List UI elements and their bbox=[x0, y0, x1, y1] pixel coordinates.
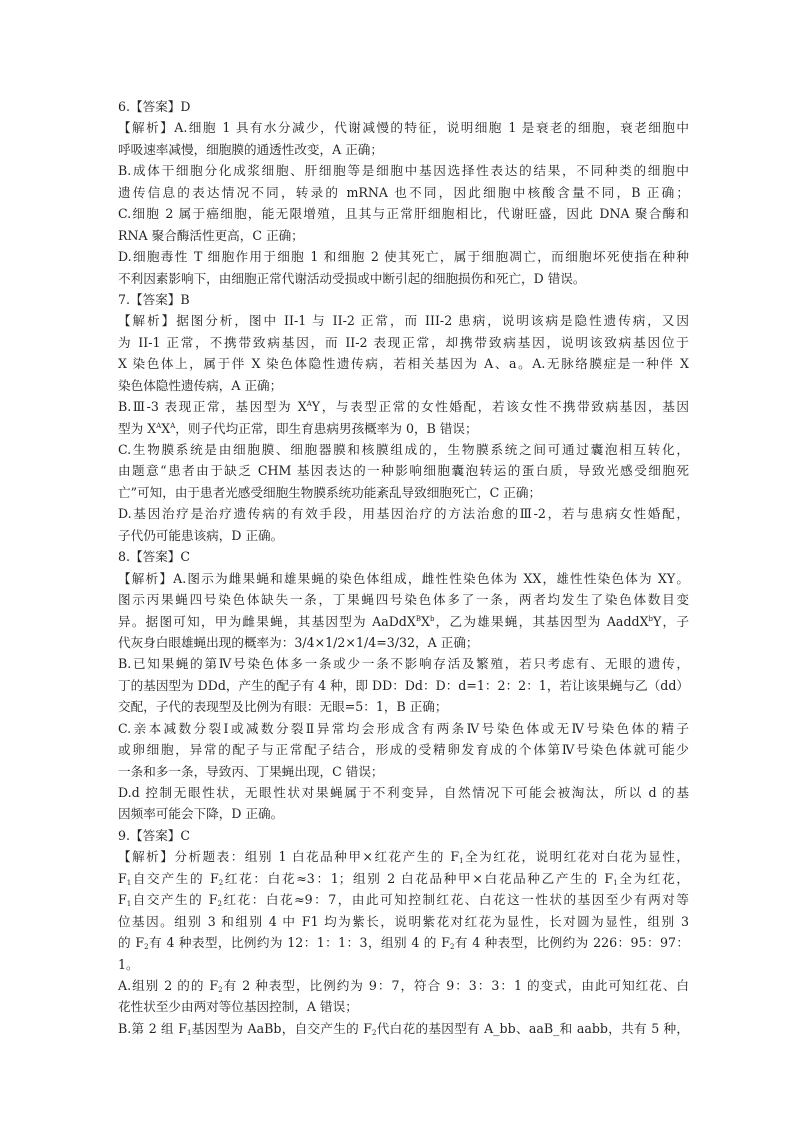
text-segment: F bbox=[118, 870, 127, 886]
text-line bbox=[118, 117, 689, 138]
text-line bbox=[118, 718, 689, 739]
text-segment: 自交产生的 F bbox=[131, 892, 218, 908]
superscript: b bbox=[648, 614, 654, 623]
text-segment: D.基因治疗是治疗遗传病的有效手段，用基因治疗的方法治愈的Ⅲ-2，若与患病女性婚配， bbox=[118, 506, 689, 522]
text-line bbox=[118, 589, 689, 610]
superscript: A bbox=[170, 421, 176, 430]
text-line bbox=[118, 911, 689, 932]
subscript: 2 bbox=[372, 1028, 377, 1037]
text-segment: 的 F bbox=[118, 935, 145, 951]
text-segment: 【解析】A.图示为雌果蝇和雄果蝇的染色体组成，雌性性染色体为 XX，雄性性染色体为 XY。 bbox=[118, 570, 689, 586]
text-segment: ，乙为雄果蝇，其基因型为 AaddX bbox=[434, 613, 649, 629]
answer-document bbox=[118, 96, 689, 1039]
subscript: 2 bbox=[144, 943, 149, 952]
text-line bbox=[118, 268, 689, 289]
text-segment: RNA 聚合酶活性更高，C 正确； bbox=[118, 227, 304, 243]
text-segment: 丁的基因型为 DDd，产生的配子有 4 种，即 DD：Dd：D：d=1：2：2：1，若让该果蝇与乙（dd） bbox=[118, 677, 689, 693]
text-segment: 有 2 种表型，比例约为 9：7，符合 9：3：3：1 的变式，由此可知红花、白 bbox=[222, 977, 689, 993]
text-line bbox=[118, 246, 689, 267]
text-line bbox=[118, 653, 689, 674]
text-segment: 呼吸速率减慢，细胞膜的通透性改变，A 正确； bbox=[118, 141, 383, 157]
superscript: B bbox=[415, 614, 421, 623]
text-line bbox=[118, 739, 689, 760]
text-line bbox=[118, 996, 689, 1017]
text-segment: 位基因。组别 3 和组别 4 中 F1 均为紫长，说明紫花对红花为显性，长对圆为显性，组别 3 bbox=[118, 913, 689, 929]
text-segment: 遗传信息的表达情况不同，转录的 mRNA 也不同，因此细胞中核酸含量不同，B 正确； bbox=[118, 184, 689, 200]
text-segment: X bbox=[421, 613, 430, 629]
subscript: 1 bbox=[613, 878, 618, 887]
text-line bbox=[118, 954, 689, 975]
text-line bbox=[118, 460, 689, 481]
text-segment: C.生物膜系统是由细胞膜、细胞器膜和核膜组成的，生物膜系统之间可通过囊泡相互转化， bbox=[118, 442, 689, 457]
text-segment: 图示丙果蝇四号染色体缺失一条，丁果蝇四号染色体多了一条，两者均发生了染色体数目变 bbox=[118, 592, 689, 608]
text-segment: Y，子 bbox=[653, 613, 689, 629]
text-segment: 有 4 种表型，比例约为 226：95：97： bbox=[454, 935, 689, 951]
text-segment: 8.【答案】C bbox=[118, 549, 191, 565]
text-line bbox=[118, 182, 689, 203]
text-line bbox=[118, 525, 689, 546]
text-line bbox=[118, 439, 689, 460]
text-segment: 9.【答案】C bbox=[118, 827, 191, 843]
text-segment: 红花：白花≈9：7，由此可知控制红花、白花这一性状的基因至少有两对等 bbox=[222, 892, 689, 908]
text-segment: 全为红花，说明红花对白花为显性， bbox=[463, 849, 689, 865]
text-segment: B.已知果蝇的第Ⅳ号染色体多一条或少一条不影响存活及繁殖，若只考虑有、无眼的遗传， bbox=[118, 656, 689, 672]
text-line bbox=[118, 568, 689, 589]
subscript: 1 bbox=[126, 878, 132, 887]
text-segment: 全为红花， bbox=[617, 870, 689, 886]
subscript: 1 bbox=[459, 857, 464, 866]
text-segment: 异。据图可知，甲为雌果蝇，其基因型为 AaDdX bbox=[118, 613, 416, 629]
text-segment: 不利因素影响下，由细胞正常代谢活动受损或中断引起的细胞损伤和死亡，D 错误。 bbox=[118, 270, 586, 286]
text-segment: 型为 X bbox=[118, 420, 157, 436]
text-line bbox=[118, 846, 689, 867]
text-line bbox=[118, 611, 689, 632]
superscript: A bbox=[156, 421, 162, 430]
text-segment: 自交产生的 F bbox=[131, 870, 219, 886]
text-line bbox=[118, 1018, 689, 1039]
text-segment: 7.【答案】B bbox=[118, 291, 190, 307]
text-line bbox=[118, 375, 689, 396]
text-line bbox=[118, 332, 689, 353]
text-segment: B.成体干细胞分化成浆细胞、肝细胞等是细胞中基因选择性表达的结果，不同种类的细胞中 bbox=[118, 163, 689, 179]
text-segment: 亡”可知，由于患者光感受细胞生物膜系统功能紊乱导致细胞死亡，C 正确； bbox=[118, 484, 542, 500]
text-line bbox=[118, 396, 689, 417]
text-segment: 基因型为 AaBb，自交产生的 F bbox=[191, 1020, 373, 1036]
text-line bbox=[118, 696, 689, 717]
text-line bbox=[118, 889, 689, 910]
text-segment: B.第 2 组 F bbox=[118, 1020, 187, 1036]
text-segment: 为 II-1 正常，不携带致病基因，而 II-2 表现正常，却携带致病基因，说明该致病基因位于 bbox=[118, 334, 689, 350]
text-line bbox=[118, 975, 689, 996]
text-segment: 代白花的基因型有 A_bb、aaB_和 aabb，共有 5 种， bbox=[376, 1020, 689, 1036]
text-line bbox=[118, 782, 689, 803]
superscript: A bbox=[306, 400, 312, 409]
text-segment: 子代仍可能患该病，D 正确。 bbox=[118, 527, 284, 543]
superscript: b bbox=[429, 614, 435, 623]
subscript: 2 bbox=[217, 900, 223, 909]
subscript: 2 bbox=[449, 943, 455, 952]
text-segment: ，则子代均正常，即生育患病男孩概率为 0，B 错误； bbox=[175, 420, 478, 436]
text-line bbox=[118, 289, 689, 310]
subscript: 1 bbox=[186, 1028, 192, 1037]
text-line bbox=[118, 632, 689, 653]
text-line bbox=[118, 482, 689, 503]
text-segment: D.细胞毒性 T 细胞作用于细胞 1 和细胞 2 使其死亡，属于细胞凋亡，而细胞坏死使指在种种 bbox=[118, 249, 689, 265]
text-segment: 交配，子代的表现型及比例为有眼：无眼=5：1，B 正确； bbox=[118, 699, 448, 715]
text-segment: 【解析】据图分析，图中 II-1 与 II-2 正常，而 III-2 患病，说明该病是隐性遗传病，又因 bbox=[118, 313, 689, 329]
text-line bbox=[118, 825, 689, 846]
text-segment: X bbox=[161, 420, 171, 436]
text-line bbox=[118, 225, 689, 246]
text-segment: C.细胞 2 属于癌细胞，能无限增殖，且其与正常肝细胞相比，代谢旺盛，因此 DNA 聚合酶和 bbox=[118, 206, 689, 222]
text-segment: 6.【答案】D bbox=[118, 99, 191, 114]
subscript: 2 bbox=[218, 878, 224, 887]
text-segment: 1。 bbox=[118, 956, 139, 972]
text-line bbox=[118, 503, 689, 524]
text-segment: C.亲本减数分裂Ⅰ或减数分裂Ⅱ异常均会形成含有两条Ⅳ号染色体或无Ⅳ号染色体的精子 bbox=[118, 720, 689, 736]
text-segment: D.d 控制无眼性状，无眼性状对果蝇属于不利变异，自然情况下可能会被淘汰，所以 d 的基 bbox=[118, 785, 689, 800]
text-segment: 红花：白花≈3：1；组别 2 白花品种甲×白花品种乙产生的 F bbox=[223, 870, 614, 886]
text-segment: 【解析】A.细胞 1 具有水分减少，代谢减慢的特征，说明细胞 1 是衰老的细胞，衰老细胞中 bbox=[118, 120, 689, 136]
text-segment: F bbox=[118, 892, 127, 908]
text-segment: 有 4 种表型，比例约为 12：1：1：3，组别 4 的 F bbox=[148, 935, 450, 951]
text-line bbox=[118, 932, 689, 953]
text-segment: 由题意“患者由于缺乏 CHM 基因表达的一种影响细胞囊泡转运的蛋白质，导致光感受细胞死 bbox=[118, 463, 689, 479]
text-segment: 因频率可能会下降，D 正确。 bbox=[118, 806, 284, 822]
subscript: 2 bbox=[218, 985, 223, 994]
text-line bbox=[118, 546, 689, 567]
text-segment: 代灰身白眼雄蝇出现的概率为：3/4×1/2×1/4=3/32，A 正确； bbox=[118, 634, 479, 650]
text-segment: Y，与表型正常的女性婚配，若该女性不携带致病基因，基因 bbox=[311, 399, 689, 415]
text-line bbox=[118, 310, 689, 331]
text-line bbox=[118, 761, 689, 782]
text-line bbox=[118, 868, 689, 889]
subscript: 1 bbox=[126, 900, 132, 909]
text-line bbox=[118, 353, 689, 374]
text-segment: A.组别 2 的的 F bbox=[118, 977, 219, 993]
text-segment: 一条和多一条，导致丙、丁果蝇出现，C 错误； bbox=[118, 763, 384, 779]
text-line bbox=[118, 96, 689, 117]
text-line bbox=[118, 160, 689, 181]
text-line bbox=[118, 418, 689, 439]
text-segment: X 染色体上，属于伴 X 染色体隐性遗传病，若相关基因为 A、a。A.无脉络膜症是一种伴 X bbox=[118, 356, 689, 372]
text-segment: 【解析】分析题表：组别 1 白花品种甲×红花产生的 F bbox=[118, 849, 460, 865]
text-line bbox=[118, 139, 689, 160]
text-segment: B.Ⅲ-3 表现正常，基因型为 X bbox=[118, 399, 307, 415]
text-line bbox=[118, 803, 689, 824]
text-segment: 染色体隐性遗传病，A 正确； bbox=[118, 377, 283, 393]
text-line bbox=[118, 203, 689, 224]
text-segment: 花性状至少由两对等位基因控制，A 错误； bbox=[118, 999, 358, 1015]
text-line bbox=[118, 675, 689, 696]
text-segment: 或卵细胞，异常的配子与正常配子结合，形成的受精卵发育成的个体第Ⅳ号染色体就可能少 bbox=[118, 742, 689, 758]
